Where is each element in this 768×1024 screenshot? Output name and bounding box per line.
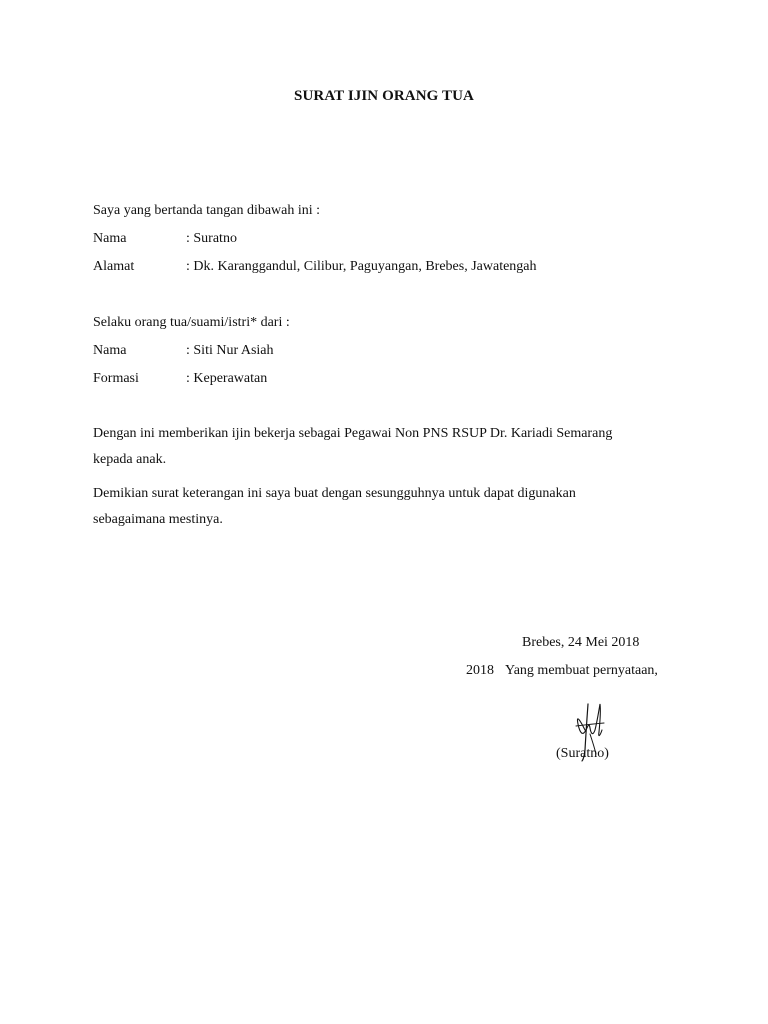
child-formation-value: : Keperawatan [186,371,268,386]
permission-paragraph-line-1: Dengan ini memberikan ijin bekerja sebagai Pegawai Non PNS RSUP Dr. Kariadi Semarang [93,426,613,441]
statement-year: 2018 [466,663,494,678]
intro-text: Saya yang bertanda tangan dibawah ini : [93,203,321,218]
closing-paragraph-line-2: sebagaimana mestinya. [93,512,223,527]
signer-name: (Suratno) [556,746,609,761]
permission-paragraph-line-2: kepada anak. [93,452,167,467]
child-name-label: Nama [93,343,127,358]
relation-text: Selaku orang tua/suami/istri* dari : [93,315,290,330]
closing-paragraph-line-1: Demikian surat keterangan ini saya buat dengan sesungguhnya untuk dapat digunakan [93,486,576,501]
document-title: SURAT IJIN ORANG TUA [294,88,474,104]
parent-name-label: Nama [93,231,127,246]
child-name-value: : Siti Nur Asiah [186,343,274,358]
parent-name-value: : Suratno [186,231,237,246]
parent-address-label: Alamat [93,259,135,274]
child-formation-label: Formasi [93,371,139,386]
place-date: Brebes, 24 Mei 2018 [522,635,640,650]
parent-address-value: : Dk. Karanggandul, Cilibur, Paguyangan, Brebes, Jawatengah [186,259,537,274]
statement-label: Yang membuat pernyataan, [505,663,658,678]
